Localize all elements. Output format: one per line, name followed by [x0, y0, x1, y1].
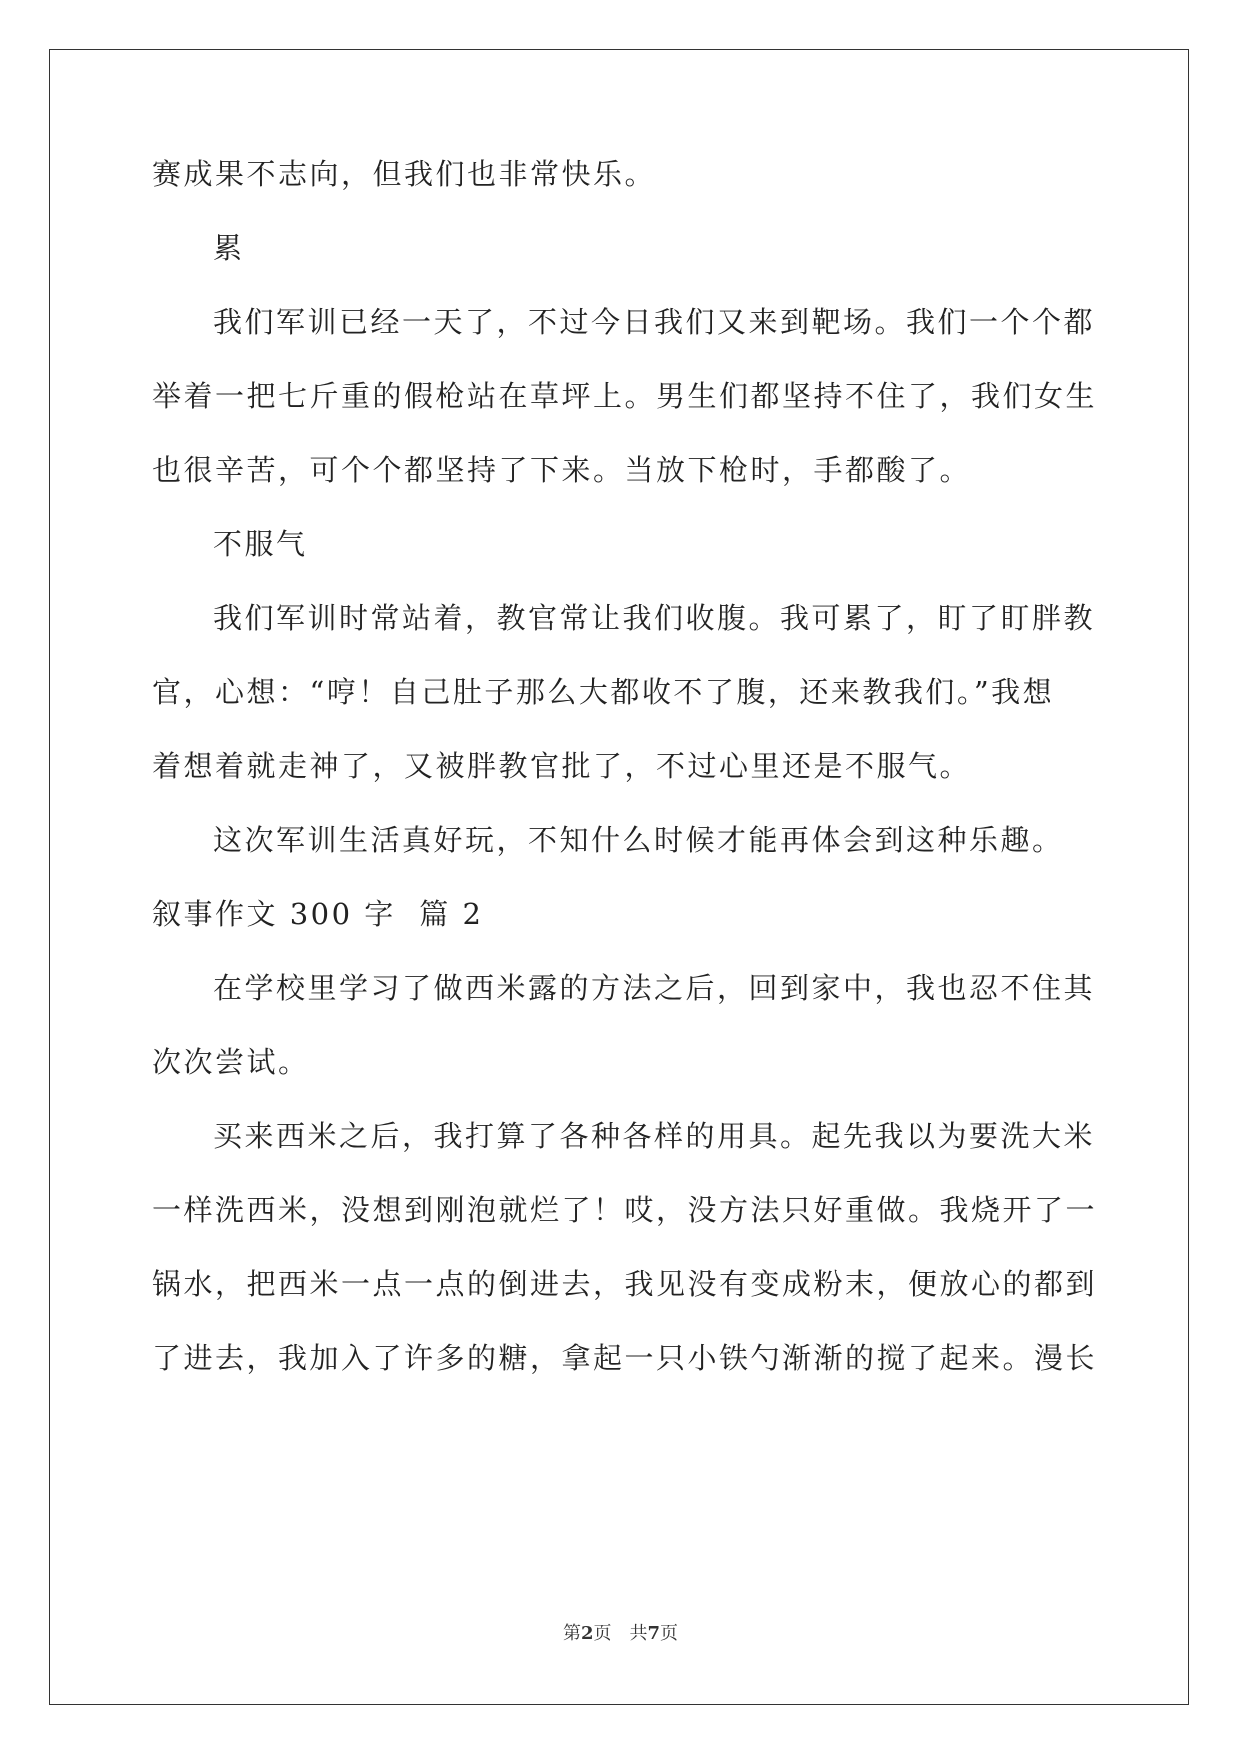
text-line-16: 锅水，把西米一点一点的倒进去，我见没有变成粉末，便放心的都到 [152, 1267, 1098, 1301]
footer-total-suffix: 页 [660, 1623, 679, 1644]
footer-page-current: 2 [580, 1623, 594, 1644]
text-line-8: 官，心想：“哼！自己肚子那么大都收不了腹，还来教我们。”我想 [152, 675, 1055, 709]
section-heading-bufuqi: 不服气 [213, 527, 308, 561]
text-line-9: 着想着就走神了，又被胖教官批了，不过心里还是不服气。 [152, 749, 972, 783]
text-line-15: 一样洗西米，没想到刚泡就烂了！哎，没方法只好重做。我烧开了一 [152, 1193, 1098, 1227]
text-line-3: 我们军训已经一天了，不过今日我们又来到靶场。我们一个个都 [213, 305, 1096, 339]
page-border [49, 49, 1189, 1705]
text-line-13: 次次尝试。 [152, 1045, 310, 1079]
text-line-1: 赛成果不志向，但我们也非常快乐。 [152, 157, 657, 191]
footer-page-prefix: 第 [562, 1623, 581, 1644]
text-line-5: 也很辛苦，可个个都坚持了下来。当放下枪时，手都酸了。 [152, 453, 972, 487]
text-line-17: 了进去，我加入了许多的糖，拿起一只小铁勺渐渐的搅了起来。漫长 [152, 1341, 1098, 1375]
section-heading-lei: 累 [213, 231, 245, 265]
text-line-7: 我们军训时常站着，教官常让我们收腹。我可累了，盯了盯胖教 [213, 601, 1096, 635]
footer-page-suffix: 页 [593, 1623, 612, 1644]
text-line-4: 举着一把七斤重的假枪站在草坪上。男生们都坚持不住了，我们女生 [152, 379, 1098, 413]
page-footer [0, 1622, 1241, 1646]
text-line-12: 在学校里学习了做西米露的方法之后，回到家中，我也忍不住其 [213, 971, 1096, 1005]
text-line-10: 这次军训生活真好玩，不知什么时候才能再体会到这种乐趣。 [213, 823, 1064, 857]
footer-page-total: 7 [647, 1623, 661, 1644]
essay-title: 叙事作文 300 字 篇 2 [152, 897, 484, 931]
footer-total-prefix: 共 [629, 1623, 648, 1644]
text-line-14: 买来西米之后，我打算了各种各样的用具。起先我以为要洗大米 [213, 1119, 1096, 1153]
